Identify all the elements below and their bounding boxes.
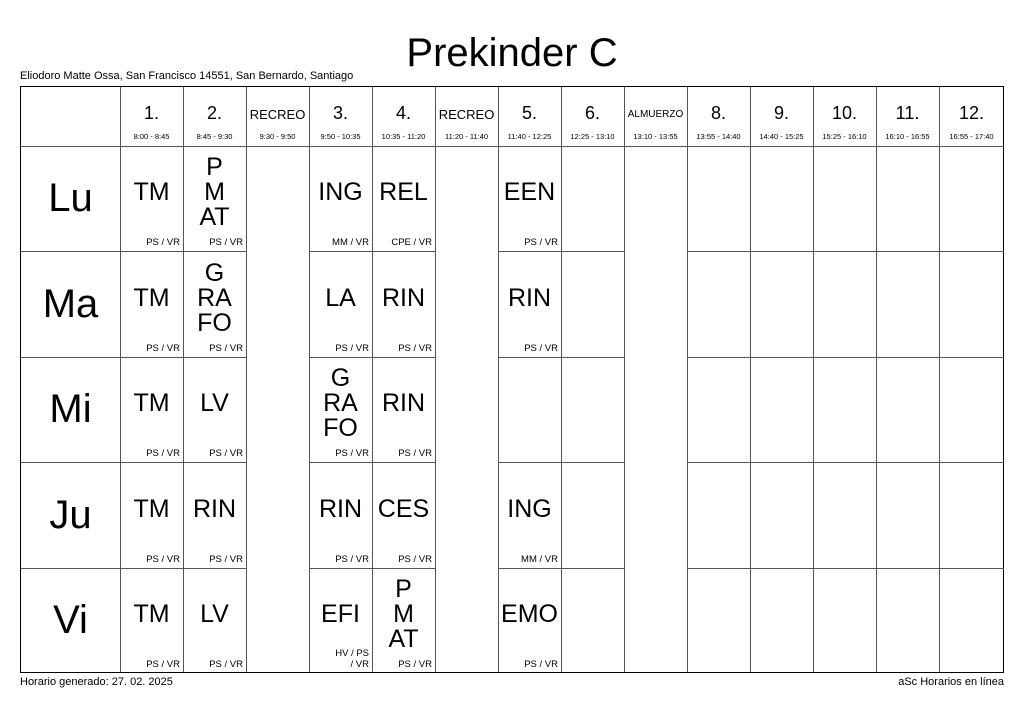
lesson-teachers: PS / VR: [398, 448, 432, 459]
lesson-cell[interactable]: [309, 568, 372, 673]
lesson-teachers: MM / VR: [332, 237, 369, 248]
grid-vline: [687, 87, 688, 672]
period-label: 5.: [521, 103, 537, 123]
period-time: 9:50 - 10:35: [320, 132, 361, 141]
lesson-subject: RIN: [507, 283, 552, 312]
grid-vline: [813, 87, 814, 672]
grid-vline: [750, 87, 751, 672]
period-header: [120, 87, 183, 146]
lesson-subject: EEN: [503, 178, 556, 206]
grid-hline: [687, 251, 1004, 252]
lesson-teachers: PS / VR: [524, 343, 558, 354]
period-header: [624, 87, 687, 146]
period-time: 16:10 - 16:55: [885, 132, 930, 141]
lesson-subject: ING: [318, 178, 363, 206]
lesson-cell[interactable]: [372, 568, 435, 673]
lesson-subject: ING: [507, 494, 552, 523]
lesson-subject: EMO: [501, 600, 558, 628]
day-label: Ju: [49, 492, 92, 537]
lesson-cell[interactable]: [183, 357, 246, 462]
lesson-subject: TM: [133, 389, 170, 417]
lesson-teachers: PS / VR: [398, 659, 432, 670]
lesson-cell[interactable]: [183, 146, 246, 251]
grid-vline: [246, 87, 247, 672]
period-time: 12:25 - 13:10: [570, 132, 615, 141]
period-header: [939, 87, 1004, 146]
lesson-teachers: PS / VR: [524, 237, 558, 248]
grid-vline: [876, 87, 877, 672]
lesson-cell[interactable]: [498, 462, 561, 568]
lesson-subject: RIN: [381, 389, 426, 417]
period-header: [687, 87, 750, 146]
lesson-subject: TM: [133, 283, 170, 312]
lesson-cell[interactable]: [372, 357, 435, 462]
lesson-cell[interactable]: [120, 251, 183, 357]
lesson-teachers: PS / VR: [398, 343, 432, 354]
lesson-teachers: PS / VR: [146, 343, 180, 354]
lesson-teachers: PS / VR: [209, 659, 243, 670]
period-label: 12.: [958, 103, 985, 123]
day-label: Ma: [42, 281, 99, 326]
timetable-grid: [20, 86, 1004, 673]
lesson-cell[interactable]: [309, 146, 372, 251]
lesson-teachers: CPE / VR: [391, 237, 432, 248]
lesson-subject: TM: [133, 178, 170, 206]
lesson-teachers: PS / VR: [146, 237, 180, 248]
lesson-teachers: PS / VR: [398, 554, 432, 565]
period-time: 15:25 - 16:10: [822, 132, 867, 141]
lesson-subject: LV: [200, 389, 229, 417]
period-header: [813, 87, 876, 146]
lesson-cell[interactable]: [183, 568, 246, 673]
lesson-teachers: PS / VR: [209, 554, 243, 565]
period-label: 6.: [584, 103, 600, 123]
lesson-teachers: PS / VR: [209, 343, 243, 354]
lesson-cell[interactable]: [183, 251, 246, 357]
lesson-teachers: PS / VR: [146, 448, 180, 459]
period-header: [750, 87, 813, 146]
lesson-cell[interactable]: [372, 251, 435, 357]
period-header: [435, 87, 498, 146]
day-label-cell: [21, 462, 120, 568]
lesson-cell[interactable]: [498, 146, 561, 251]
lesson-cell[interactable]: [498, 251, 561, 357]
lesson-cell[interactable]: [372, 462, 435, 568]
lesson-teachers: PS / VR: [335, 448, 369, 459]
period-label: 1.: [143, 103, 159, 123]
lesson-subject: RIN: [192, 494, 237, 523]
period-header: [561, 87, 624, 146]
lesson-teachers: MM / VR: [521, 554, 558, 565]
period-header: [246, 87, 309, 146]
lesson-teachers: PS / VR: [209, 237, 243, 248]
lesson-subject: RIN: [318, 494, 363, 523]
grid-vline: [624, 87, 625, 672]
lesson-cell[interactable]: [309, 462, 372, 568]
lesson-teachers: HV / PS / VR: [335, 648, 369, 670]
lesson-cell[interactable]: [120, 462, 183, 568]
lesson-cell[interactable]: [183, 462, 246, 568]
period-time: 13:55 - 14:40: [696, 132, 741, 141]
period-time: 13:10 - 13:55: [633, 132, 678, 141]
grid-hline: [687, 568, 1004, 569]
lesson-teachers: PS / VR: [209, 448, 243, 459]
period-time: 10:35 - 11:20: [381, 132, 426, 141]
period-header: [498, 87, 561, 146]
day-label-cell: [21, 568, 120, 673]
period-label: ALMUERZO: [627, 109, 684, 120]
software-credit: aSc Horarios en línea: [898, 676, 1004, 688]
period-label: 2.: [206, 103, 222, 123]
lesson-subject: TM: [133, 600, 170, 628]
lesson-cell[interactable]: [498, 568, 561, 673]
lesson-subject: LA: [325, 283, 356, 312]
period-header: [876, 87, 939, 146]
period-label: 8.: [710, 103, 726, 123]
school-address: Eliodoro Matte Ossa, San Francisco 14551, San Bernardo, Santiago: [20, 70, 354, 82]
lesson-cell[interactable]: [309, 357, 372, 462]
period-header: [372, 87, 435, 146]
period-label: RECREO: [438, 107, 495, 122]
period-header: [183, 87, 246, 146]
lesson-subject: TM: [133, 494, 170, 523]
grid-hline: [687, 357, 1004, 358]
period-label: RECREO: [249, 107, 306, 122]
period-label: 11.: [895, 103, 920, 123]
lesson-subject: PMAT: [388, 575, 419, 653]
period-time: 16:55 - 17:40: [949, 132, 994, 141]
period-header: [309, 87, 372, 146]
page-title: Prekinder C: [406, 31, 618, 75]
period-time: 8:00 - 8:45: [133, 132, 170, 141]
period-time: 14:40 - 15:25: [759, 132, 804, 141]
lesson-teachers: PS / VR: [524, 659, 558, 670]
lesson-cell[interactable]: [372, 146, 435, 251]
grid-vline: [561, 87, 562, 672]
lesson-cell[interactable]: [309, 251, 372, 357]
period-time: 9:30 - 9:50: [259, 132, 296, 141]
lesson-subject: EFI: [321, 600, 360, 628]
lesson-teachers: PS / VR: [146, 554, 180, 565]
grid-vline: [939, 87, 940, 672]
lesson-subject: CES: [377, 494, 430, 523]
lesson-subject: REL: [379, 178, 428, 206]
lesson-cell[interactable]: [120, 357, 183, 462]
lesson-subject: PMAT: [199, 153, 230, 231]
lesson-subject: GRAFO: [323, 364, 358, 442]
day-label-cell: [21, 251, 120, 357]
period-time: 11:20 - 11:40: [444, 132, 489, 141]
grid-hline: [687, 462, 1004, 463]
day-label: Mi: [49, 387, 92, 431]
lesson-teachers: PS / VR: [335, 554, 369, 565]
lesson-subject: LV: [200, 600, 229, 628]
grid-hline: [498, 357, 624, 358]
period-label: 4.: [395, 103, 411, 123]
lesson-teachers: PS / VR: [146, 659, 180, 670]
period-label: 3.: [332, 103, 348, 123]
lesson-cell[interactable]: [120, 568, 183, 673]
lesson-subject: GRAFO: [197, 258, 232, 337]
day-label: Lu: [48, 176, 93, 220]
generated-date: Horario generado: 27. 02. 2025: [20, 676, 173, 688]
grid-vline: [435, 87, 436, 672]
period-label: 9.: [773, 103, 789, 123]
day-label-cell: [21, 357, 120, 462]
day-label-cell: [21, 146, 120, 251]
day-label: Vi: [53, 598, 88, 642]
lesson-subject: RIN: [381, 283, 426, 312]
period-time: 8:45 - 9:30: [196, 132, 233, 141]
lesson-teachers: PS / VR: [335, 343, 369, 354]
period-time: 11:40 - 12:25: [507, 132, 552, 141]
period-label: 10.: [831, 103, 858, 123]
lesson-cell[interactable]: [120, 146, 183, 251]
